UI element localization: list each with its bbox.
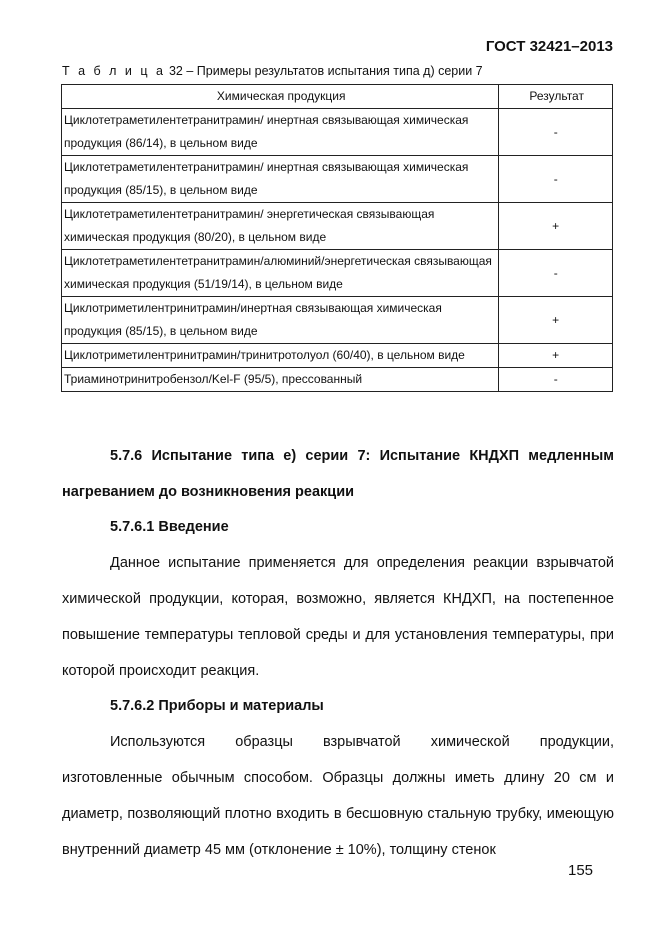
section-heading-5-7-6: 5.7.6 Испытание типа е) серии 7: Испытание КНДХП медленным нагреванием до возникновения реакции bbox=[62, 448, 614, 500]
page-number: 155 bbox=[568, 862, 594, 879]
table-caption-number: 32 bbox=[168, 64, 183, 78]
document-id-header: ГОСТ 32421–2013 bbox=[485, 38, 613, 55]
product-cell: Циклотетраметилентетранитрамин/ инертная связывающая химическая продукция (85/15), в цельном виде bbox=[62, 156, 499, 203]
table-row bbox=[62, 203, 613, 250]
table-row bbox=[62, 297, 613, 344]
result-cell: + bbox=[499, 344, 613, 368]
product-cell: Циклотриметилентринитрамин/тринитротолуол (60/40), в цельном виде bbox=[62, 344, 499, 368]
section-5-7-6 bbox=[62, 438, 614, 510]
section-5-7-6-1 bbox=[62, 509, 614, 689]
table-row bbox=[62, 109, 613, 156]
result-cell: + bbox=[499, 203, 613, 250]
section-paragraph-5-7-6-1: Данное испытание применяется для определения реакции взрывчатой химической продукции, которая, возможно, является КНДХП, на постепенное повышение температуры тепловой среды и для установления температуры, при которой происходит реакция. bbox=[62, 555, 614, 679]
result-cell: - bbox=[499, 109, 613, 156]
table-row bbox=[62, 368, 613, 392]
result-cell: - bbox=[499, 368, 613, 392]
product-cell: Циклотетраметилентетранитрамин/ энергетическая связывающая химическая продукция (80/20), в цельном виде bbox=[62, 203, 499, 250]
results-table bbox=[61, 84, 613, 392]
column-header-result: Результат bbox=[499, 85, 613, 109]
table-caption bbox=[62, 64, 483, 78]
result-cell: - bbox=[499, 250, 613, 297]
section-heading-5-7-6-1: 5.7.6.1 Введение bbox=[110, 519, 229, 535]
result-cell: + bbox=[499, 297, 613, 344]
section-paragraph-5-7-6-2: Используются образцы взрывчатой химической продукции, изготовленные обычным способом. Образцы должны иметь длину 20 см и диаметр, позволяющий плотно входить в бесшовную стальную трубку, имеющую внутренний диаметр 45 мм (отклонение ± 10%), толщину стенок bbox=[62, 734, 614, 858]
product-cell: Циклотриметилентринитрамин/инертная связывающая химическая продукция (85/15), в цельном виде bbox=[62, 297, 499, 344]
section-5-7-6-2 bbox=[62, 688, 614, 868]
table-caption-label: Т а б л и ц а bbox=[62, 64, 166, 78]
product-cell: Триаминотринитробензол/Kel-F (95/5), прессованный bbox=[62, 368, 499, 392]
result-cell: - bbox=[499, 156, 613, 203]
column-header-product: Химическая продукция bbox=[62, 85, 499, 109]
table-row bbox=[62, 344, 613, 368]
table-caption-text: – Примеры результатов испытания типа д) серии 7 bbox=[186, 64, 483, 78]
table-header-row bbox=[62, 85, 613, 109]
section-heading-5-7-6-2: 5.7.6.2 Приборы и материалы bbox=[110, 698, 324, 714]
product-cell: Циклотетраметилентетранитрамин/алюминий/энергетическая связывающая химическая продукция (51/19/14), в цельном виде bbox=[62, 250, 499, 297]
product-cell: Циклотетраметилентетранитрамин/ инертная связывающая химическая продукция (86/14), в цельном виде bbox=[62, 109, 499, 156]
table-row bbox=[62, 250, 613, 297]
table-row bbox=[62, 156, 613, 203]
